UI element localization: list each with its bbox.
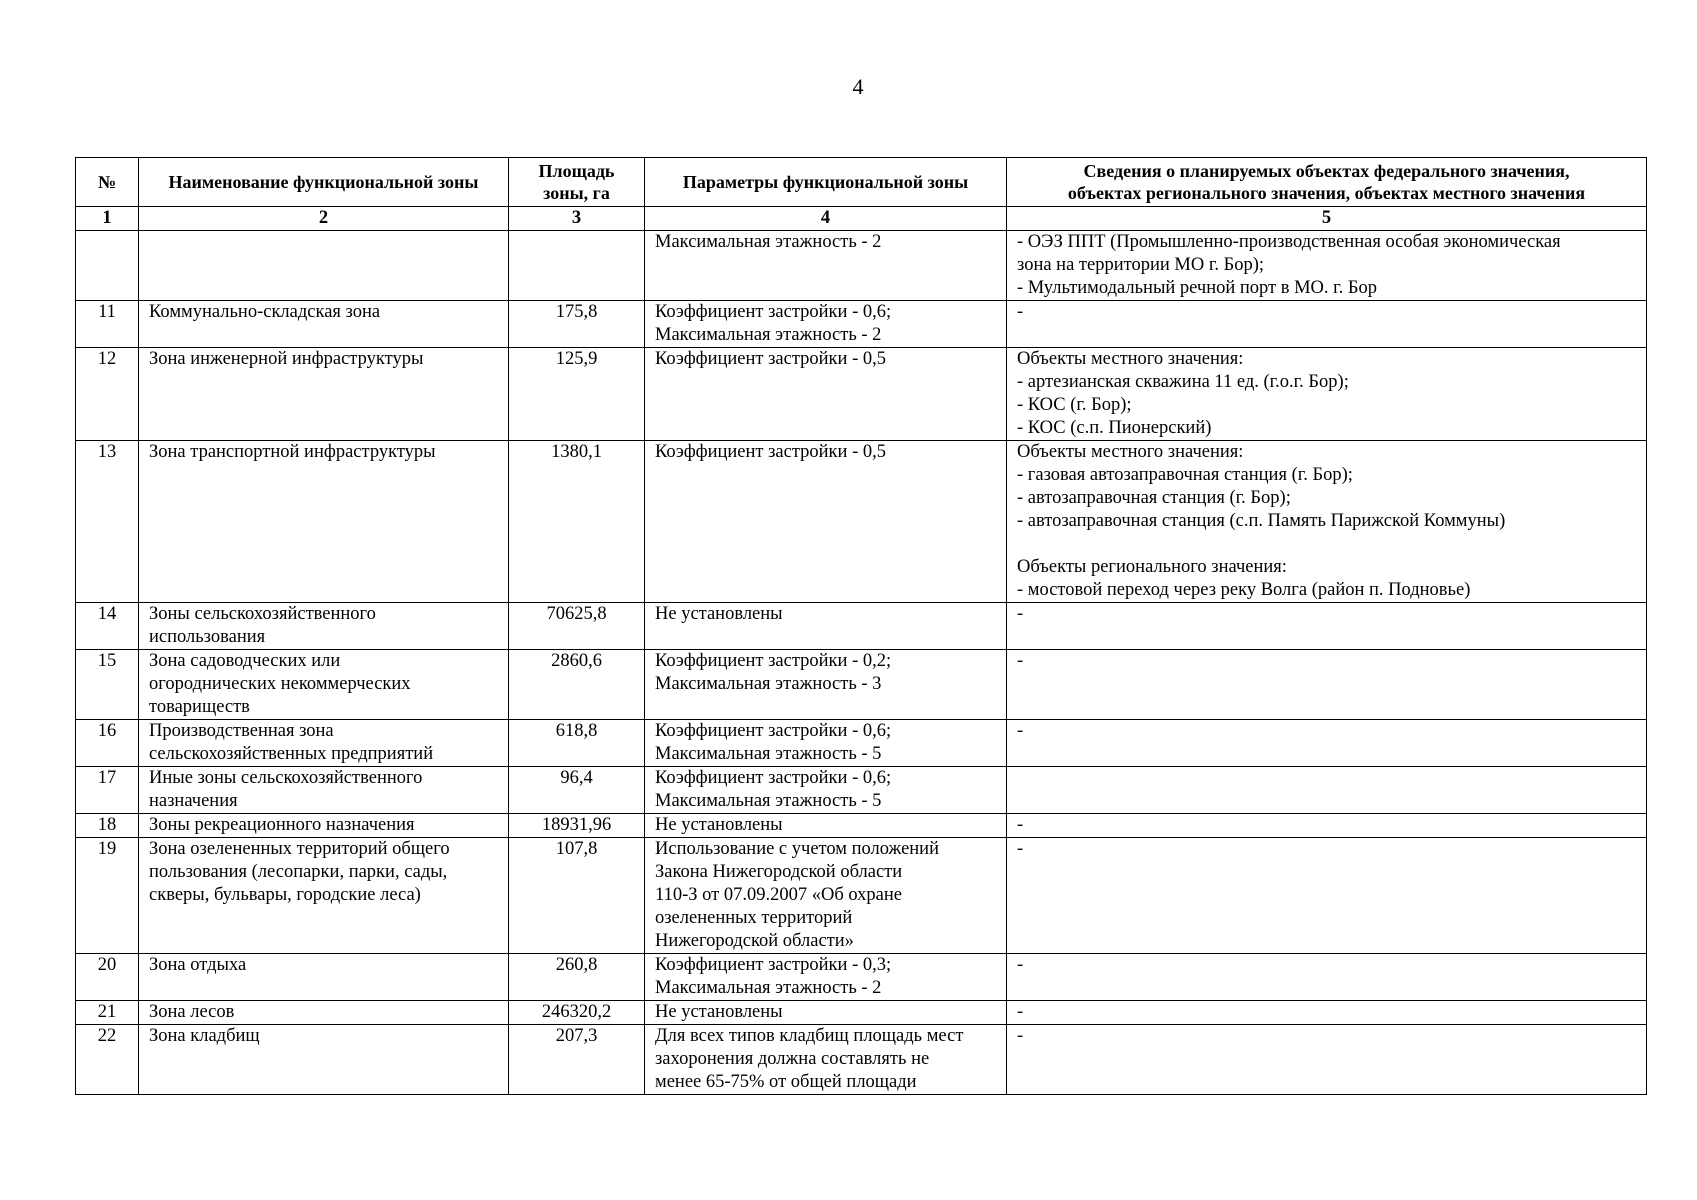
zone-objects-cell — [1007, 348, 1647, 441]
page-number: 4 — [852, 74, 864, 99]
zone-objects-line: - — [1017, 839, 1024, 859]
zone-params-line: Не установлены — [655, 604, 783, 624]
zone-objects-line: - — [1017, 604, 1024, 624]
zone-params-line: Максимальная этажность - 3 — [655, 674, 882, 694]
zone-objects-cell — [1007, 301, 1647, 348]
zone-name-line: товариществ — [149, 697, 250, 717]
table-row — [76, 603, 1647, 650]
zone-objects-cell — [1007, 954, 1647, 1001]
zone-name-line: Зона инженерной инфраструктуры — [149, 349, 424, 369]
table-row — [76, 814, 1647, 838]
header-no: № — [76, 158, 139, 207]
zone-name-line: Зона транспортной инфраструктуры — [149, 442, 436, 462]
zone-number-cell — [76, 231, 139, 301]
table-row — [76, 441, 1647, 603]
column-number: 1 — [76, 207, 139, 231]
zone-name-cell — [139, 720, 509, 767]
zone-name-line: Зона отдыха — [149, 955, 247, 975]
zone-area-cell: 107,8 — [509, 838, 645, 954]
zone-params-line: захоронения должна составлять не — [655, 1049, 930, 1069]
zone-name-cell — [139, 767, 509, 814]
zone-area-cell — [509, 231, 645, 301]
zone-objects-cell — [1007, 650, 1647, 720]
zone-params-cell — [645, 954, 1007, 1001]
zone-objects-line: - автозаправочная станция (с.п. Память Парижской Коммуны) — [1017, 511, 1506, 531]
table-row — [76, 650, 1647, 720]
header-area-line: Площадь — [538, 161, 615, 181]
table-row — [76, 954, 1647, 1001]
zone-objects-cell — [1007, 838, 1647, 954]
zone-objects-cell — [1007, 231, 1647, 301]
zone-name-line: Производственная зона — [149, 721, 334, 741]
zone-objects-line: - — [1017, 1002, 1024, 1022]
zone-name-line: Зоны сельскохозяйственного — [149, 604, 376, 624]
table-row — [76, 231, 1647, 301]
zone-objects-line: - — [1017, 955, 1024, 975]
header-objects-line: Сведения о планируемых объектах федерального значения, — [1083, 161, 1570, 181]
zone-number-cell: 21 — [76, 1001, 139, 1025]
zone-name-cell — [139, 954, 509, 1001]
zone-params-line: Использование с учетом положений — [655, 839, 939, 859]
zone-objects-line: Объекты местного значения: — [1017, 442, 1244, 462]
zone-area-cell: 18931,96 — [509, 814, 645, 838]
zone-number-cell: 19 — [76, 838, 139, 954]
zone-params-cell — [645, 1025, 1007, 1095]
zone-name-line: сельскохозяйственных предприятий — [149, 744, 434, 764]
zone-params-cell — [645, 603, 1007, 650]
zone-params-line: Коэффициент застройки - 0,6; — [655, 302, 892, 322]
zone-name-cell — [139, 348, 509, 441]
zone-name-line: Коммунально-складская зона — [149, 302, 381, 322]
zone-objects-cell — [1007, 1001, 1647, 1025]
zone-objects-line: Объекты регионального значения: — [1017, 557, 1287, 577]
zone-params-line: Максимальная этажность - 2 — [655, 325, 882, 345]
zone-params-line: Коэффициент застройки - 0,6; — [655, 768, 892, 788]
zone-objects-line: зона на территории МО г. Бор); — [1017, 255, 1264, 275]
zone-params-line: Коэффициент застройки - 0,5 — [655, 349, 886, 369]
zone-area-cell: 70625,8 — [509, 603, 645, 650]
column-number: 4 — [645, 207, 1007, 231]
column-number: 2 — [139, 207, 509, 231]
zone-params-line: 110-З от 07.09.2007 «Об охране — [655, 885, 902, 905]
zone-params-cell — [645, 720, 1007, 767]
zone-area-cell: 618,8 — [509, 720, 645, 767]
zone-params-line: Максимальная этажность - 2 — [655, 978, 882, 998]
zone-objects-line: - газовая автозаправочная станция (г. Бор); — [1017, 465, 1353, 485]
zone-objects-line: - КОС (с.п. Пионерский) — [1017, 418, 1212, 438]
zone-number-cell: 22 — [76, 1025, 139, 1095]
zone-params-cell — [645, 814, 1007, 838]
zone-number-cell: 18 — [76, 814, 139, 838]
zone-number-cell: 13 — [76, 441, 139, 603]
zone-name-cell — [139, 301, 509, 348]
zone-area-cell: 207,3 — [509, 1025, 645, 1095]
table-row — [76, 838, 1647, 954]
table-header-row — [76, 158, 1647, 207]
zone-params-line: Закона Нижегородской области — [655, 862, 903, 882]
zone-number-cell: 15 — [76, 650, 139, 720]
zone-objects-line: - мостовой переход через реку Волга (район п. Подновье) — [1017, 580, 1471, 600]
zone-name-line: Иные зоны сельскохозяйственного — [149, 768, 423, 788]
zone-objects-line: - ОЭЗ ППТ (Промышленно-производственная особая экономическая — [1017, 232, 1561, 252]
zone-name-line: Зона садоводческих или — [149, 651, 341, 671]
column-number: 3 — [509, 207, 645, 231]
header-area-line: зоны, га — [543, 183, 610, 203]
zone-name-cell — [139, 814, 509, 838]
zone-objects-line: Объекты местного значения: — [1017, 349, 1244, 369]
zone-name-cell — [139, 441, 509, 603]
zone-params-line: Не установлены — [655, 815, 783, 835]
zone-objects-cell — [1007, 1025, 1647, 1095]
zone-number-cell: 14 — [76, 603, 139, 650]
zone-objects-line: - КОС (г. Бор); — [1017, 395, 1132, 415]
header-area — [509, 158, 645, 207]
header-name: Наименование функциональной зоны — [139, 158, 509, 207]
zone-number-cell: 20 — [76, 954, 139, 1001]
zone-params-cell — [645, 441, 1007, 603]
zone-params-line: менее 65-75% от общей площади — [655, 1072, 917, 1092]
zone-objects-cell — [1007, 603, 1647, 650]
zone-number-cell: 17 — [76, 767, 139, 814]
zone-params-line: Максимальная этажность - 5 — [655, 791, 882, 811]
zone-area-cell: 246320,2 — [509, 1001, 645, 1025]
functional-zones-table — [75, 157, 1647, 1095]
zone-name-cell — [139, 838, 509, 954]
column-number: 5 — [1007, 207, 1647, 231]
zone-params-line: Максимальная этажность - 2 — [655, 232, 882, 252]
zone-area-cell: 1380,1 — [509, 441, 645, 603]
zone-name-cell — [139, 603, 509, 650]
zone-name-line: Зона кладбищ — [149, 1026, 260, 1046]
table-row — [76, 1001, 1647, 1025]
zone-objects-line: - — [1017, 1026, 1024, 1046]
zone-area-cell: 2860,6 — [509, 650, 645, 720]
zone-objects-cell — [1007, 441, 1647, 603]
table-row — [76, 720, 1647, 767]
zone-name-line: скверы, бульвары, городские леса) — [149, 885, 421, 905]
zone-params-cell — [645, 838, 1007, 954]
zone-params-line: Коэффициент застройки - 0,2; — [655, 651, 892, 671]
zone-name-line: использования — [149, 627, 266, 647]
zone-params-cell — [645, 767, 1007, 814]
zone-params-line: Коэффициент застройки - 0,3; — [655, 955, 892, 975]
zone-name-cell — [139, 1001, 509, 1025]
zone-params-line: Максимальная этажность - 5 — [655, 744, 882, 764]
zone-objects-line: - — [1017, 721, 1024, 741]
zone-params-line: Нижегородской области» — [655, 931, 854, 951]
zone-area-cell: 125,9 — [509, 348, 645, 441]
zone-name-line: назначения — [149, 791, 238, 811]
zone-objects-line: - автозаправочная станция (г. Бор); — [1017, 488, 1291, 508]
zone-params-cell — [645, 231, 1007, 301]
zone-name-line: огороднических некоммерческих — [149, 674, 411, 694]
zone-name-cell — [139, 1025, 509, 1095]
zone-params-line: Коэффициент застройки - 0,5 — [655, 442, 886, 462]
zone-objects-cell — [1007, 814, 1647, 838]
zone-name-line: Зона озелененных территорий общего — [149, 839, 450, 859]
zone-name-cell — [139, 231, 509, 301]
zone-params-line: Не установлены — [655, 1002, 783, 1022]
zone-area-cell: 260,8 — [509, 954, 645, 1001]
zone-params-cell — [645, 1001, 1007, 1025]
zone-name-line: Зоны рекреационного назначения — [149, 815, 415, 835]
zone-name-line: пользования (лесопарки, парки, сады, — [149, 862, 448, 882]
header-params: Параметры функциональной зоны — [645, 158, 1007, 207]
zone-objects-cell — [1007, 767, 1647, 814]
table-row — [76, 348, 1647, 441]
zone-number-cell: 12 — [76, 348, 139, 441]
zone-params-cell — [645, 301, 1007, 348]
table-row — [76, 1025, 1647, 1095]
zone-params-line: озелененных территорий — [655, 908, 853, 928]
zone-params-line: Коэффициент застройки - 0,6; — [655, 721, 892, 741]
zone-name-line: Зона лесов — [149, 1002, 235, 1022]
table-row — [76, 767, 1647, 814]
zone-params-line: Для всех типов кладбищ площадь мест — [655, 1026, 964, 1046]
column-number-row — [76, 207, 1647, 231]
zone-name-cell — [139, 650, 509, 720]
zone-area-cell: 96,4 — [509, 767, 645, 814]
header-objects-line: объектах регионального значения, объектах местного значения — [1067, 183, 1586, 203]
zone-number-cell: 11 — [76, 301, 139, 348]
zone-objects-line: - — [1017, 651, 1024, 671]
zone-params-cell — [645, 650, 1007, 720]
zone-objects-line: - — [1017, 302, 1024, 322]
table-row — [76, 301, 1647, 348]
zone-objects-line: - — [1017, 815, 1024, 835]
zone-area-cell: 175,8 — [509, 301, 645, 348]
zone-objects-line: - Мультимодальный речной порт в МО. г. Бор — [1017, 278, 1378, 298]
zone-objects-line — [1017, 533, 1636, 556]
header-objects — [1007, 158, 1647, 207]
zone-objects-line: - артезианская скважина 11 ед. (г.о.г. Бор); — [1017, 372, 1349, 392]
zone-number-cell: 16 — [76, 720, 139, 767]
zone-objects-cell — [1007, 720, 1647, 767]
zone-params-cell — [645, 348, 1007, 441]
